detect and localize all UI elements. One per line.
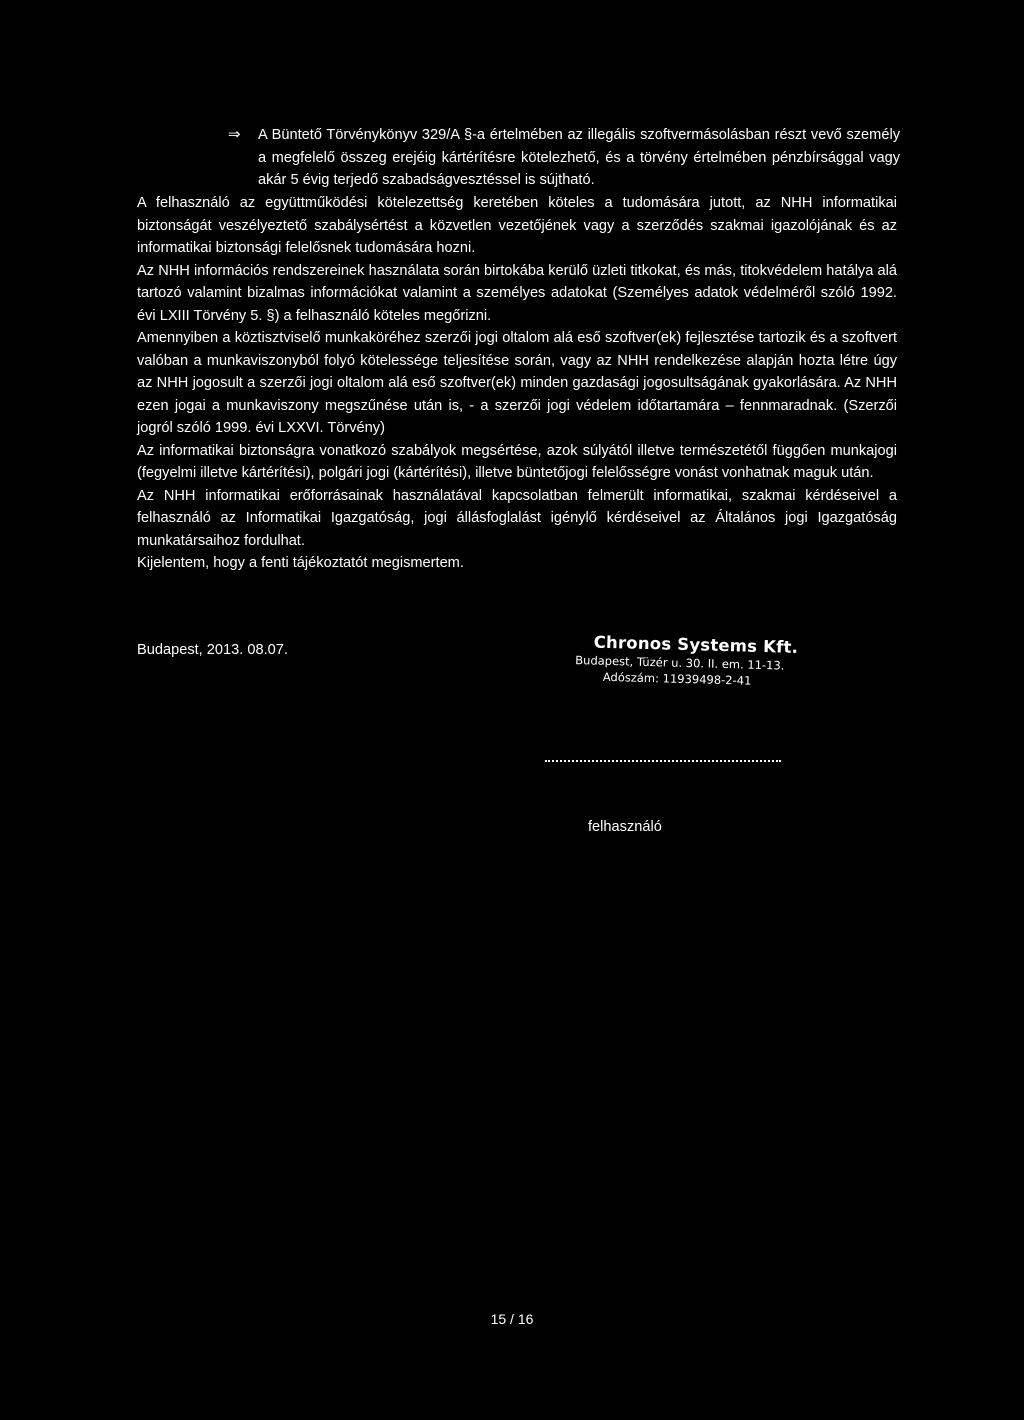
signature-label: felhasználó [588, 819, 662, 835]
stamp-company-name: Chronos Systems Kft. [593, 632, 799, 657]
body-text [137, 192, 897, 575]
paragraph-copyright: Amennyiben a köztisztviselő munkaköréhez szerzői jogi oltalom alá eső szoftver(ek) fejlesztése tartozik és a szoftvert valóban a munkaviszonyból folyó kötelessége teljesítése során, vagy az NHH rendelkezése alapján hozta létre úgy az NHH jogosult a szerzői jogi oltalom alá eső szoftver(ek) minden gazdasági jogosultságának gyakorlására. Az NHH ezen jogai a munkaviszony megszűnése után is, - a szerzői jogi védelem időtartamára – fennmaradnak. (Szerzői jogról szóló 1999. évi LXXVI. Törvény) [137, 330, 897, 436]
paragraph-contacts: Az NHH informatikai erőforrásainak használatával kapcsolatban felmerült informatikai, szakmai kérdéseivel a felhasználó az Informatikai Igazgatóság, jogi állásfoglalást igénylő kérdéseivel az Általános jogi Igazgatóság munkatársaihoz fordulhat. [137, 487, 897, 549]
arrow-icon: ⇒ [228, 126, 241, 143]
bullet-text: A Büntető Törvénykönyv 329/A §-a értelmében az illegális szoftvermásolásban részt vevő személy a megfelelő összeg erejéig kártérítésre kötelezhető, és a törvény értelmében pénzbírsággal vagy akár 5 évig terjedő szabadságvesztéssel is sújtható. [258, 127, 900, 188]
stamp-address: Budapest, Tüzér u. 30. II. em. 11-13. [575, 653, 785, 673]
company-stamp [570, 632, 834, 711]
paragraph-liability: Az informatikai biztonságra vonatkozó szabályok megsértése, azok súlyától illetve természetétől függően munkajogi (fegyelmi illetve kártérítési), polgári jogi (kártérítési), illetve büntetőjogi felelősségre vonást vonhatnak maguk után. [137, 442, 897, 481]
paragraph-declaration: Kijelentem, hogy a fenti tájékoztatót megismertem. [137, 555, 464, 571]
date-line: Budapest, 2013. 08.07. [137, 642, 288, 658]
stamp-tax-number: Adószám: 11939498-2-41 [602, 669, 752, 688]
paragraph-confidentiality: Az NHH információs rendszereinek használata során birtokába kerülő üzleti titkokat, és más, titokvédelem hatálya alá tartozó valamint bizalmas információkat valamint a személyes adatokat (Személyes adatok védelméről szóló 1992. évi LXIII Törvény 5. §) a felhasználó köteles megőrizni. [137, 262, 897, 324]
paragraph-cooperation: A felhasználó az együttműködési kötelezettség keretében köteles a tudomására jutott, az NHH informatikai biztonságát veszélyeztető szabálysértést a közvetlen vezetőjének vagy a szerződés szakmai igazolójának és az informatikai biztonsági felelősnek tudomására hozni. [137, 195, 897, 256]
page-number: 15 / 16 [490, 1311, 534, 1327]
signature-line [545, 760, 781, 763]
bullet-paragraph [228, 124, 900, 192]
